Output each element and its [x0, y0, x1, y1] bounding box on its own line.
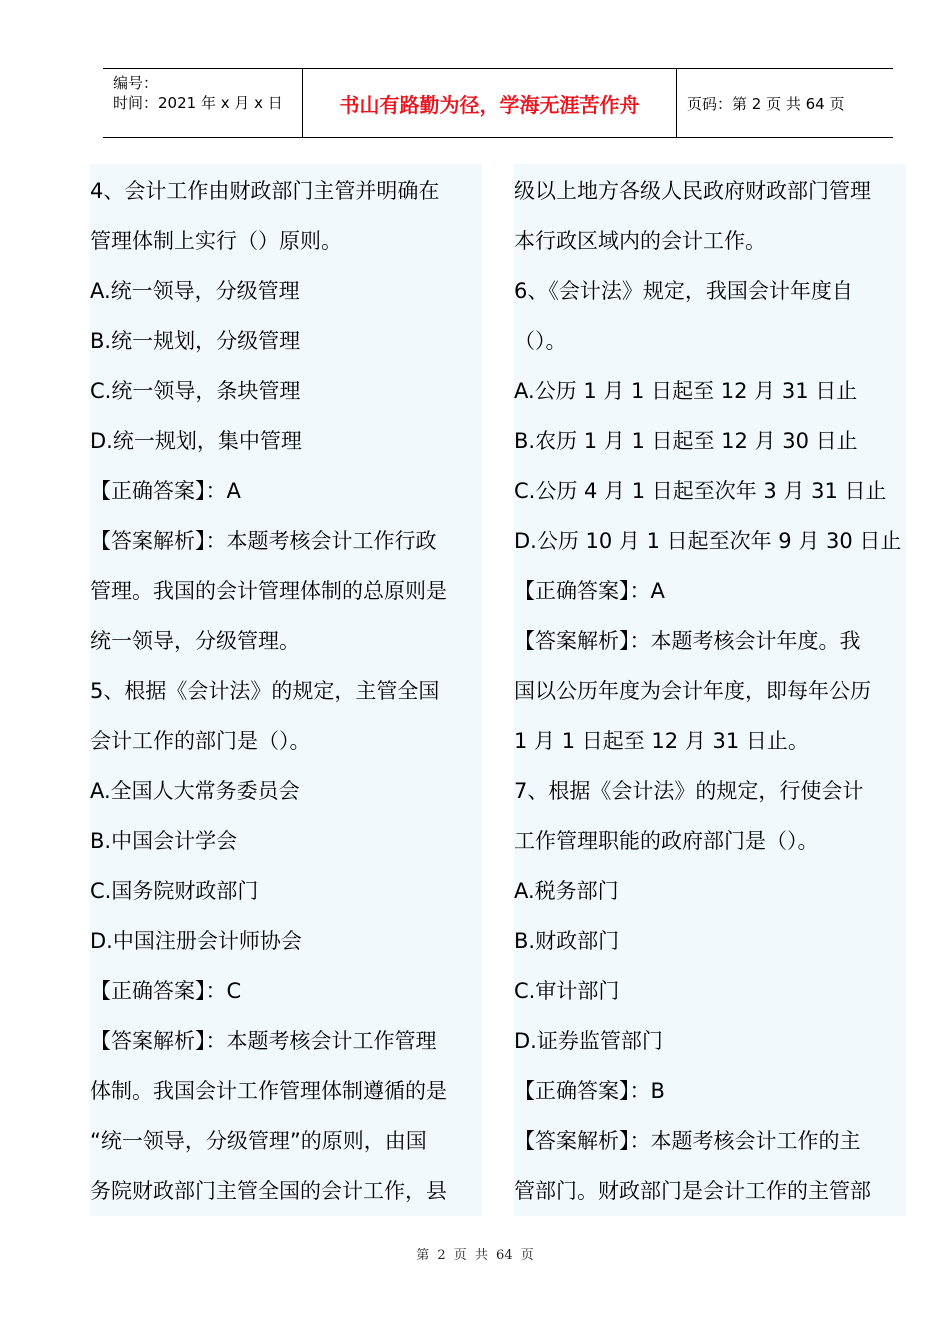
option-line: D.中国注册会计师协会	[90, 929, 302, 953]
right-text-column	[514, 164, 906, 1216]
doc-number-label: 编号：	[113, 74, 159, 92]
text-line: 4、会计工作由财政部门主管并明确在	[90, 179, 440, 203]
option-line: C.公历 4 月 1 日起至次年 3 月 31 日止	[514, 479, 887, 503]
explanation-line: 级以上地方各级人民政府财政部门管理	[514, 179, 871, 203]
explanation-line: 【答案解析】：本题考核会计工作行政	[90, 529, 437, 553]
option-line: C.统一领导，条块管理	[90, 379, 301, 403]
option-line: A.全国人大常务委员会	[90, 779, 300, 803]
option-line: B.财政部门	[514, 929, 620, 953]
left-text-column	[90, 164, 482, 1216]
option-line: D.证券监管部门	[514, 1029, 663, 1053]
explanation-line: 【答案解析】：本题考核会计年度。我	[514, 629, 861, 653]
option-line: D.统一规划，集中管理	[90, 429, 302, 453]
explanation-line: 管部门。财政部门是会计工作的主管部	[514, 1179, 871, 1203]
header-motto: 书山有路勤为径，学海无涯苦作舟	[303, 69, 677, 137]
page-header	[103, 68, 893, 138]
option-line: D.公历 10 月 1 日起至次年 9 月 30 日止	[514, 529, 902, 553]
answer-line: 【正确答案】：B	[514, 1079, 665, 1103]
explanation-line: 1 月 1 日起至 12 月 31 日止。	[514, 729, 809, 753]
header-meta-cell	[103, 69, 303, 137]
option-line: B.中国会计学会	[90, 829, 238, 853]
text-line: 5、根据《会计法》的规定，主管全国	[90, 679, 440, 703]
answer-line: 【正确答案】：A	[514, 579, 665, 603]
answer-line: 【正确答案】：C	[90, 979, 242, 1003]
explanation-line: 【答案解析】：本题考核会计工作管理	[90, 1029, 437, 1053]
text-line: 管理体制上实行（）原则。	[90, 229, 342, 253]
explanation-line: 务院财政部门主管全国的会计工作，县	[90, 1179, 447, 1203]
explanation-line: “统一领导，分级管理”的原则，由国	[90, 1129, 427, 1153]
option-line: A.公历 1 月 1 日起至 12 月 31 日止	[514, 379, 858, 403]
option-line: A.税务部门	[514, 879, 619, 903]
text-line: 会计工作的部门是（）。	[90, 729, 311, 753]
doc-time-label: 时间：2021 年 x 月 x 日	[113, 94, 283, 112]
explanation-line: 国以公历年度为会计年度，即每年公历	[514, 679, 871, 703]
answer-line: 【正确答案】：A	[90, 479, 241, 503]
header-page-info: 页码：第 2 页 共 64 页	[687, 94, 845, 113]
page-footer: 第 2 页 共 64 页	[416, 1248, 534, 1263]
option-line: B.统一规划，分级管理	[90, 329, 301, 353]
option-line: C.国务院财政部门	[90, 879, 259, 903]
explanation-line: 【答案解析】：本题考核会计工作的主	[514, 1129, 861, 1153]
text-line: 6、《会计法》规定，我国会计年度自	[514, 279, 853, 303]
text-line: 7、根据《会计法》的规定，行使会计	[514, 779, 864, 803]
text-line: （）。	[514, 329, 567, 353]
text-line: 工作管理职能的政府部门是（）。	[514, 829, 819, 853]
explanation-line: 体制。我国会计工作管理体制遵循的是	[90, 1079, 447, 1103]
explanation-line: 统一领导，分级管理。	[90, 629, 300, 653]
option-line: B.农历 1 月 1 日起至 12 月 30 日止	[514, 429, 858, 453]
explanation-line: 本行政区域内的会计工作。	[514, 229, 766, 253]
option-line: C.审计部门	[514, 979, 620, 1003]
explanation-line: 管理。我国的会计管理体制的总原则是	[90, 579, 447, 603]
option-line: A.统一领导，分级管理	[90, 279, 300, 303]
